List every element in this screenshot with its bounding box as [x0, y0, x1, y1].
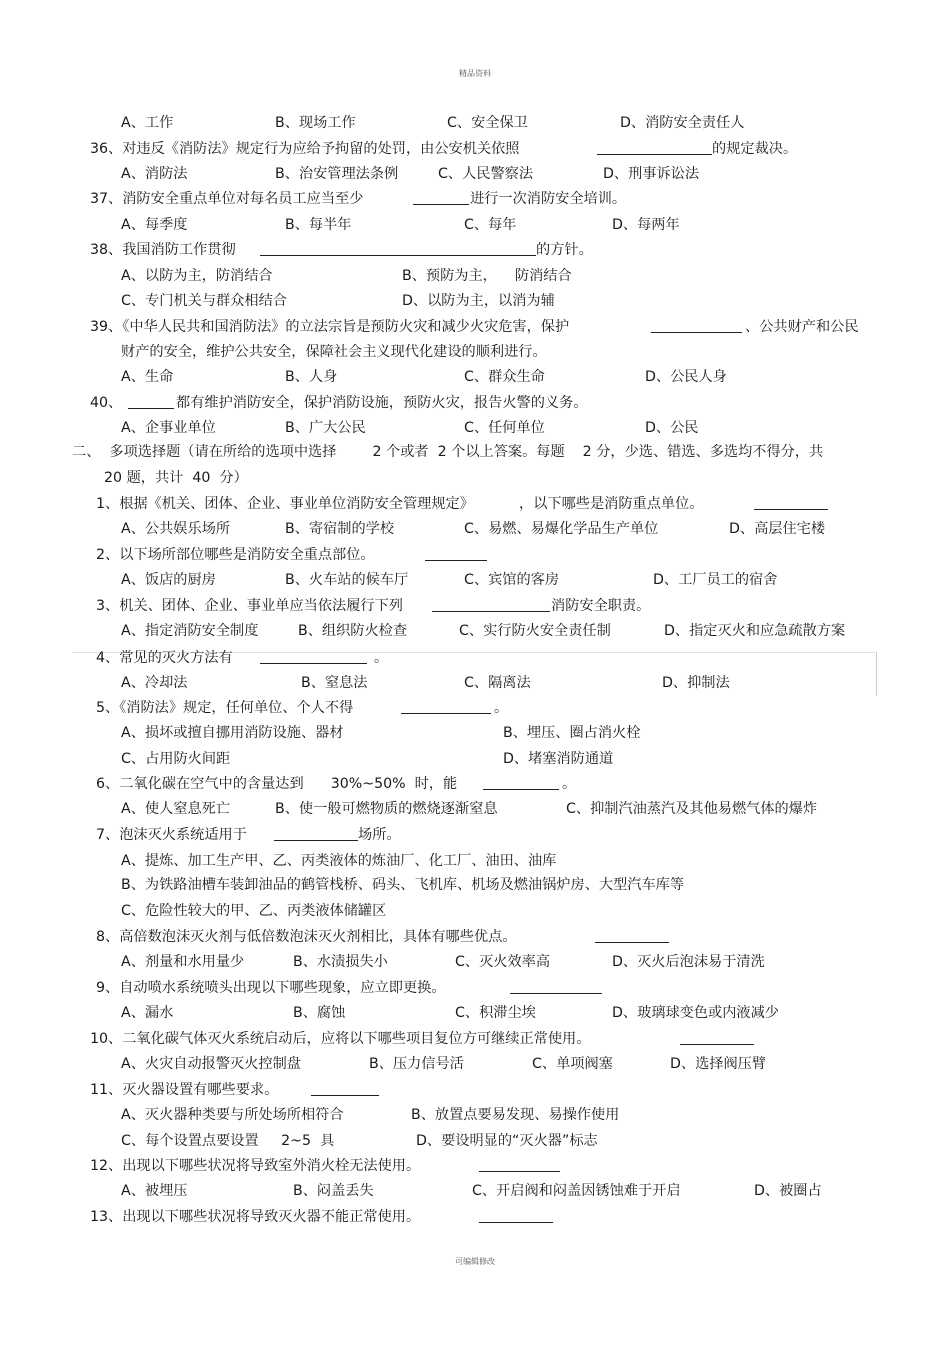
question-text: 8、高倍数泡沫灭火剂与低倍数泡沫灭火剂相比，具体有哪些优点。	[96, 929, 517, 945]
blank-line	[260, 649, 367, 667]
answer-blank	[401, 699, 491, 714]
blank-line	[128, 394, 174, 412]
blank-line	[425, 546, 487, 564]
blank-line	[595, 928, 669, 946]
option-text: C、隔离法	[464, 675, 531, 691]
option-text: D、消防安全责任人	[620, 115, 745, 131]
blank-line	[510, 979, 602, 997]
option-text: C、群众生命	[464, 369, 545, 385]
option-text: 、公共财产和公民	[745, 319, 859, 335]
answer-blank	[260, 241, 536, 256]
option-text: D、高层住宅楼	[729, 521, 826, 537]
option-text: B、每半年	[285, 217, 352, 233]
option-text: D、以防为主，以消为辅	[402, 293, 555, 309]
question-text: 10、二氧化碳气体灭火系统启动后，应将以下哪些项目复位方可继续正常使用。	[90, 1031, 591, 1047]
question-text: A、漏水	[121, 1005, 174, 1021]
question-text: A、每季度	[121, 217, 188, 233]
option-text: B、压力信号活	[369, 1056, 464, 1072]
blank-line	[754, 495, 828, 513]
option-text: D、要设明显的“灭火器”标志	[416, 1133, 598, 1149]
option-text: C、易燃、易爆化学品生产单位	[464, 521, 659, 537]
option-text: D、选择阀压臂	[670, 1056, 767, 1072]
option-text: D、被圈占	[754, 1183, 822, 1199]
blank-line	[597, 140, 712, 158]
option-text: 。	[374, 650, 389, 666]
question-text: C、每个设置点要设置 2~5 具	[121, 1133, 335, 1149]
option-text: D、指定灭火和应急疏散方案	[664, 623, 846, 639]
blank-line	[483, 775, 559, 793]
option-text: D、堵塞消防通道	[503, 751, 614, 767]
question-text: A、冷却法	[121, 675, 188, 691]
question-text: A、生命	[121, 369, 174, 385]
option-text: B、治安管理法条例	[275, 166, 399, 182]
question-text: 1、根据《机关、团体、企业、事业单位消防安全管理规定》 ，以下哪些是消防重点单位。	[96, 496, 704, 512]
blank-line	[479, 1157, 560, 1175]
answer-blank	[651, 318, 742, 333]
page-footer: 可编辑修改	[455, 1257, 495, 1266]
question-text: A、火灾自动报警灭火控制盘	[121, 1056, 301, 1072]
option-text: B、埋压、圈占消火栓	[503, 725, 641, 741]
question-text: A、剂量和水用量少	[121, 954, 245, 970]
question-text: A、被埋压	[121, 1183, 188, 1199]
question-text: C、危险性较大的甲、乙、丙类液体储罐区	[121, 903, 387, 919]
answer-blank	[597, 140, 712, 155]
question-text: A、工作	[121, 115, 174, 131]
answer-blank	[311, 1081, 379, 1096]
question-text: B、为铁路油槽车装卸油品的鹤管栈桥、码头、飞机库、机场及燃油锅炉房、大型汽车库等	[121, 877, 685, 893]
question-text: 40、	[90, 395, 123, 411]
question-text: 7、泡沫灭火系统适用于	[96, 827, 247, 843]
page-header: 精品资料	[459, 69, 491, 78]
question-text: 11、灭火器设置有哪些要求。	[90, 1082, 279, 1098]
option-text: D、玻璃球变色或内液减少	[612, 1005, 779, 1021]
question-text: A、公共娱乐场所	[121, 521, 231, 537]
divider-vertical	[876, 652, 877, 696]
answer-blank	[479, 1208, 553, 1223]
option-text: 场所。	[358, 827, 401, 843]
answer-blank	[425, 546, 487, 561]
option-text: B、使一般可燃物质的燃烧逐渐窒息	[275, 801, 498, 817]
question-text: A、企事业单位	[121, 420, 216, 436]
option-text: B、人身	[285, 369, 338, 385]
option-text: B、闷盖丢失	[293, 1183, 374, 1199]
question-text: 38、我国消防工作贯彻	[90, 242, 236, 258]
option-text: D、抑制法	[662, 675, 730, 691]
question-text: A、灭火器种类要与所处场所相符合	[121, 1107, 344, 1123]
option-text: 进行一次消防安全培训。	[470, 191, 627, 207]
option-text: D、公民人身	[645, 369, 727, 385]
blank-line	[432, 597, 550, 615]
option-text: B、现场工作	[275, 115, 356, 131]
option-text: C、开启阀和闷盖因锈蚀难于开启	[472, 1183, 681, 1199]
answer-blank	[260, 649, 367, 664]
option-text: C、灭火效率高	[455, 954, 551, 970]
option-text: 。	[494, 700, 509, 716]
question-text: A、饭店的厨房	[121, 572, 216, 588]
blank-line	[479, 1208, 553, 1226]
answer-blank	[754, 495, 828, 510]
option-text: B、放置点要易发现、易操作使用	[411, 1107, 620, 1123]
answer-blank	[432, 597, 550, 612]
option-text: 都有维护消防安全，保护消防设施，预防火灾，报告火警的义务。	[176, 395, 588, 411]
answer-blank	[483, 775, 559, 790]
question-text: A、提炼、加工生产甲、乙、丙类液体的炼油厂、化工厂、油田、油库	[121, 853, 557, 869]
question-text: A、以防为主，防消结合	[121, 268, 273, 284]
blank-line	[274, 826, 358, 844]
blank-line	[311, 1081, 379, 1099]
answer-blank	[680, 1030, 754, 1045]
question-text: 6、二氧化碳在空气中的含量达到 30%~50% 时，能	[96, 776, 458, 792]
question-text: 3、机关、团体、企业、事业单应当依法履行下列	[96, 598, 403, 614]
question-text: 13、出现以下哪些状况将导致灭火器不能正常使用。	[90, 1209, 421, 1225]
question-text: 财产的安全，维护公共安全，保障社会主义现代化建设的顺利进行。	[121, 344, 547, 360]
question-text: 5、《消防法》规定，任何单位、个人不得	[96, 700, 354, 716]
option-text: D、公民	[645, 420, 699, 436]
question-text: 二、 多项选择题（请在所给的选项中选择 2 个或者 2 个以上答案。每题 2 分，少选、错选、多选均不得分，共	[72, 444, 824, 460]
answer-blank	[274, 826, 358, 841]
answer-blank	[413, 190, 469, 205]
answer-blank	[479, 1157, 560, 1172]
option-text: B、广大公民	[285, 420, 366, 436]
option-text: D、刑事诉讼法	[603, 166, 700, 182]
blank-line	[413, 190, 469, 208]
question-text: 12、出现以下哪些状况将导致室外消火栓无法使用。	[90, 1158, 421, 1174]
option-text: C、单项阀塞	[532, 1056, 613, 1072]
question-text: 37、消防安全重点单位对每名员工应当至少	[90, 191, 364, 207]
option-text: B、寄宿制的学校	[285, 521, 395, 537]
question-text: 20 题，共计 40 分）	[104, 470, 248, 486]
question-text: 2、以下场所部位哪些是消防安全重点部位。	[96, 547, 375, 563]
option-text: C、宾馆的客房	[464, 572, 560, 588]
blank-line	[680, 1030, 754, 1048]
option-text: 。	[562, 776, 577, 792]
option-text: B、组织防火检查	[298, 623, 408, 639]
option-text: 的方针。	[536, 242, 593, 258]
answer-blank	[595, 928, 669, 943]
option-text: C、积滞尘埃	[455, 1005, 536, 1021]
question-text: C、占用防火间距	[121, 751, 231, 767]
blank-line	[260, 241, 536, 259]
option-text: D、灭火后泡沫易于清洗	[612, 954, 765, 970]
option-text: B、腐蚀	[293, 1005, 346, 1021]
option-text: C、人民警察法	[438, 166, 534, 182]
answer-blank	[510, 979, 602, 994]
question-text: 36、对违反《消防法》规定行为应给予拘留的处罚，由公安机关依照	[90, 141, 520, 157]
blank-line	[401, 699, 491, 717]
option-text: C、任何单位	[464, 420, 545, 436]
question-text: A、指定消防安全制度	[121, 623, 259, 639]
option-text: 消防安全职责。	[551, 598, 651, 614]
option-text: 的规定裁决。	[712, 141, 798, 157]
question-text: A、消防法	[121, 166, 188, 182]
option-text: C、抑制汽油蒸汽及其他易燃气体的爆炸	[566, 801, 818, 817]
question-text: C、专门机关与群众相结合	[121, 293, 287, 309]
option-text: C、每年	[464, 217, 517, 233]
option-text: B、预防为主， 防消结合	[402, 268, 572, 284]
option-text: B、火车站的候车厅	[285, 572, 409, 588]
question-text: 39、《中华人民共和国消防法》的立法宗旨是预防火灾和减少火灾危害，保护	[90, 319, 570, 335]
option-text: B、水渍损失小	[293, 954, 388, 970]
question-text: 9、自动喷水系统喷头出现以下哪些现象，应立即更换。	[96, 980, 446, 996]
option-text: B、窒息法	[301, 675, 368, 691]
question-text: A、使人窒息死亡	[121, 801, 231, 817]
option-text: C、安全保卫	[447, 115, 528, 131]
question-text: 4、常见的灭火方法有	[96, 650, 233, 666]
question-text: A、损坏或擅自挪用消防设施、器材	[121, 725, 344, 741]
blank-line	[651, 318, 742, 336]
option-text: D、每两年	[612, 217, 680, 233]
option-text: C、实行防火安全责任制	[459, 623, 611, 639]
option-text: D、工厂员工的宿舍	[653, 572, 778, 588]
answer-blank	[128, 394, 174, 409]
